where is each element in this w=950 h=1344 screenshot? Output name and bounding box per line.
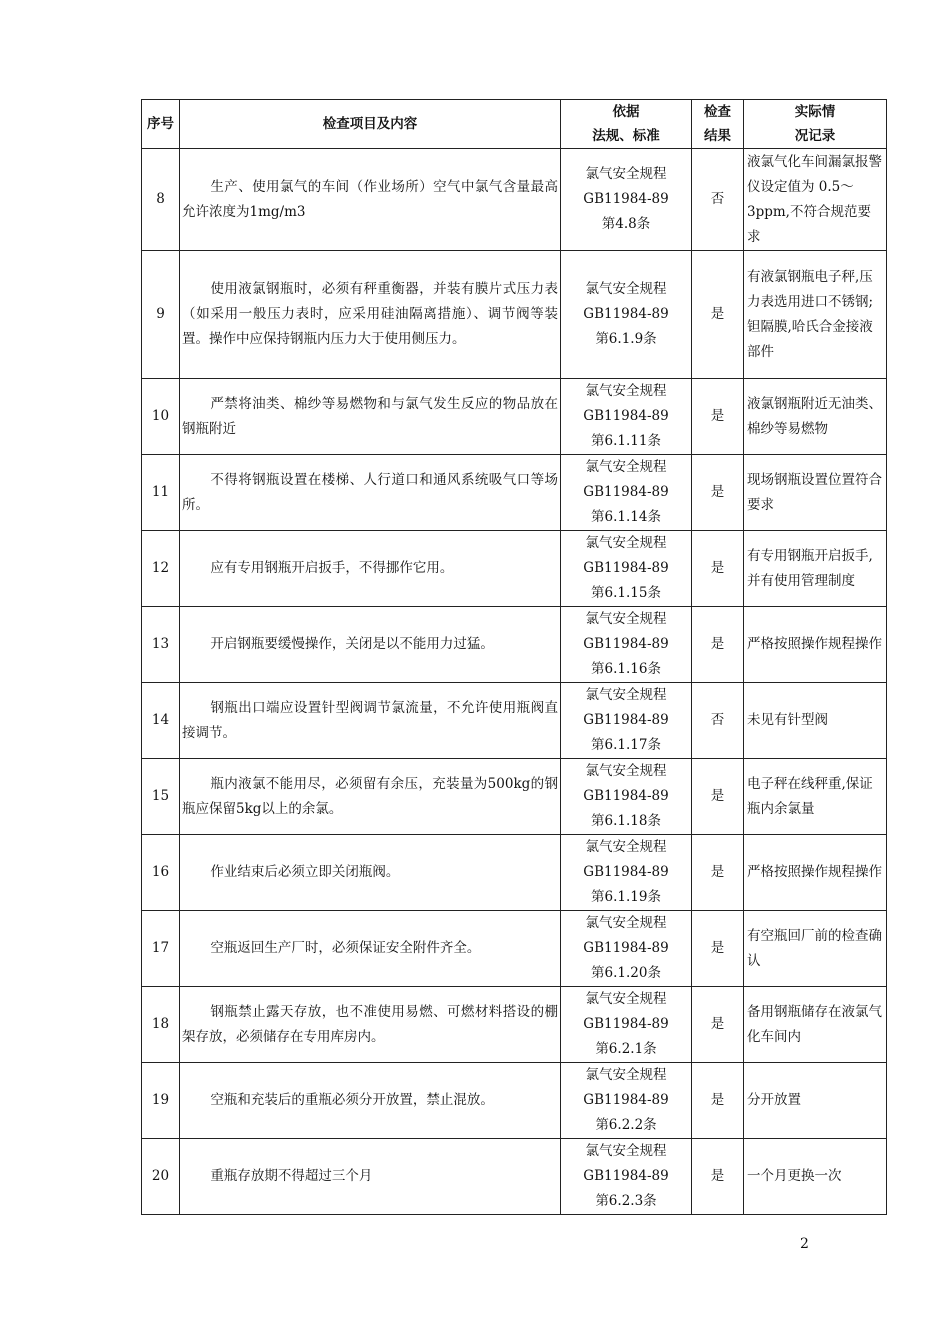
table-row (142, 835, 887, 911)
row-item-text: 空瓶返回生产厂时，必须保证安全附件齐全。 (210, 940, 481, 956)
basis-clause: 第6.1.11条 (591, 433, 661, 449)
basis-regulation: 氯气安全规程 (585, 1143, 667, 1159)
row-record: 有专用钢瓶开启扳手,并有使用管理制度 (744, 531, 887, 607)
row-result: 是 (692, 1139, 744, 1215)
row-no: 8 (142, 149, 180, 251)
table-header-row (142, 100, 887, 149)
row-record: 备用钢瓶储存在液氯气化车间内 (744, 987, 887, 1063)
row-record: 未见有针型阀 (744, 683, 887, 759)
basis-standard: GB11984-89 (583, 560, 669, 576)
row-no: 11 (142, 455, 180, 531)
basis-clause: 第6.1.19条 (591, 889, 661, 905)
row-item-text: 开启钢瓶要缓慢操作，关闭是以不能用力过猛。 (210, 636, 494, 652)
row-item-text: 钢瓶出口端应设置针型阀调节氯流量，不允许使用瓶阀直接调节。 (182, 699, 558, 741)
row-item-text: 生产、使用氯气的车间（作业场所）空气中氯气含量最高允许浓度为1mg/m3 (182, 178, 558, 220)
row-record: 现场钢瓶设置位置符合要求 (744, 455, 887, 531)
row-no: 9 (142, 251, 180, 379)
table-row (142, 531, 887, 607)
basis-regulation: 氯气安全规程 (585, 687, 667, 703)
row-result: 是 (692, 455, 744, 531)
row-record: 严格按照操作规程操作 (744, 607, 887, 683)
row-item-text: 钢瓶禁止露天存放，也不准使用易燃、可燃材料搭设的棚架存放，必须储存在专用库房内。 (182, 1003, 558, 1045)
basis-standard: GB11984-89 (583, 1016, 669, 1032)
table-row (142, 455, 887, 531)
row-result: 否 (692, 149, 744, 251)
row-record: 液氯钢瓶附近无油类、棉纱等易燃物 (744, 379, 887, 455)
basis-clause: 第6.1.16条 (591, 661, 661, 677)
row-result: 是 (692, 531, 744, 607)
row-basis (561, 251, 692, 379)
basis-regulation: 氯气安全规程 (585, 383, 667, 399)
basis-standard: GB11984-89 (583, 788, 669, 804)
row-basis (561, 911, 692, 987)
table-row (142, 1139, 887, 1215)
row-no: 15 (142, 759, 180, 835)
row-item (180, 1139, 561, 1215)
row-result: 是 (692, 251, 744, 379)
row-basis (561, 455, 692, 531)
row-record: 严格按照操作规程操作 (744, 835, 887, 911)
basis-regulation: 氯气安全规程 (585, 166, 667, 182)
basis-standard: GB11984-89 (583, 1092, 669, 1108)
row-no: 18 (142, 987, 180, 1063)
header-record (744, 100, 887, 149)
basis-clause: 第6.1.20条 (591, 965, 661, 981)
header-result-line2: 结果 (704, 128, 731, 144)
header-record-line2: 况记录 (794, 128, 836, 144)
row-item-text: 重瓶存放期不得超过三个月 (210, 1168, 373, 1184)
basis-clause: 第4.8条 (601, 216, 651, 232)
header-basis (561, 100, 692, 149)
header-item: 检查项目及内容 (180, 100, 561, 149)
row-basis (561, 1139, 692, 1215)
basis-clause: 第6.1.17条 (591, 737, 661, 753)
table-row (142, 607, 887, 683)
row-record: 液氯气化车间漏氯报警仪设定值为 0.5～3ppm,不符合规范要求 (744, 149, 887, 251)
row-item (180, 379, 561, 455)
basis-clause: 第6.2.3条 (595, 1193, 657, 1209)
basis-regulation: 氯气安全规程 (585, 281, 667, 297)
table-row (142, 1063, 887, 1139)
row-item-text: 不得将钢瓶设置在楼梯、人行道口和通风系统吸气口等场所。 (182, 471, 558, 513)
basis-standard: GB11984-89 (583, 484, 669, 500)
row-basis (561, 379, 692, 455)
table-row (142, 911, 887, 987)
row-result: 是 (692, 987, 744, 1063)
row-no: 12 (142, 531, 180, 607)
basis-clause: 第6.1.14条 (591, 509, 661, 525)
basis-clause: 第6.1.9条 (595, 331, 657, 347)
row-item (180, 911, 561, 987)
row-basis (561, 683, 692, 759)
inspection-table (141, 99, 887, 1215)
row-basis (561, 759, 692, 835)
row-item (180, 835, 561, 911)
row-item (180, 531, 561, 607)
row-record: 分开放置 (744, 1063, 887, 1139)
row-result: 是 (692, 379, 744, 455)
header-no: 序号 (142, 100, 180, 149)
row-item-text: 应有专用钢瓶开启扳手，不得挪作它用。 (210, 560, 454, 576)
table-row (142, 759, 887, 835)
basis-regulation: 氯气安全规程 (585, 611, 667, 627)
header-basis-line1: 依据 (612, 104, 640, 120)
row-record: 一个月更换一次 (744, 1139, 887, 1215)
row-item (180, 759, 561, 835)
basis-regulation: 氯气安全规程 (585, 763, 667, 779)
row-item (180, 607, 561, 683)
basis-regulation: 氯气安全规程 (585, 839, 667, 855)
row-item (180, 149, 561, 251)
header-record-line1: 实际情 (794, 104, 836, 120)
row-item-text: 严禁将油类、棉纱等易燃物和与氯气发生反应的物品放在钢瓶附近 (182, 395, 558, 437)
basis-clause: 第6.2.1条 (595, 1041, 657, 1057)
row-basis (561, 149, 692, 251)
row-basis (561, 1063, 692, 1139)
basis-clause: 第6.1.18条 (591, 813, 661, 829)
row-result: 是 (692, 607, 744, 683)
basis-standard: GB11984-89 (583, 306, 669, 322)
row-item (180, 251, 561, 379)
row-record: 有液氯钢瓶电子秤,压力表选用进口不锈钢;钽隔膜,哈氏合金接液部件 (744, 251, 887, 379)
basis-regulation: 氯气安全规程 (585, 1067, 667, 1083)
basis-standard: GB11984-89 (583, 864, 669, 880)
row-no: 14 (142, 683, 180, 759)
row-item (180, 987, 561, 1063)
row-item-text: 空瓶和充装后的重瓶必须分开放置，禁止混放。 (210, 1092, 494, 1108)
basis-regulation: 氯气安全规程 (585, 535, 667, 551)
row-item-text: 使用液氯钢瓶时，必须有秤重衡器，并装有膜片式压力表（如采用一般压力表时，应采用硅油隔离措施）、调节阀等装置。操作中应保持钢瓶内压力大于使用侧压力。 (182, 281, 558, 347)
page-number: 2 (800, 1236, 809, 1252)
row-no: 13 (142, 607, 180, 683)
basis-standard: GB11984-89 (583, 1168, 669, 1184)
row-basis (561, 835, 692, 911)
row-result: 是 (692, 1063, 744, 1139)
basis-standard: GB11984-89 (583, 940, 669, 956)
row-item-text: 瓶内液氯不能用尽，必须留有余压，充装量为500kg的钢瓶应保留5kg以上的余氯。 (182, 775, 558, 817)
basis-clause: 第6.1.15条 (591, 585, 661, 601)
row-basis (561, 607, 692, 683)
row-result: 否 (692, 683, 744, 759)
row-result: 是 (692, 835, 744, 911)
basis-regulation: 氯气安全规程 (585, 459, 667, 475)
basis-standard: GB11984-89 (583, 712, 669, 728)
header-basis-line2: 法规、标准 (592, 128, 660, 144)
basis-standard: GB11984-89 (583, 191, 669, 207)
basis-regulation: 氯气安全规程 (585, 915, 667, 931)
row-record: 有空瓶回厂前的检查确认 (744, 911, 887, 987)
row-no: 20 (142, 1139, 180, 1215)
row-no: 10 (142, 379, 180, 455)
row-no: 16 (142, 835, 180, 911)
row-record: 电子秤在线秤重,保证瓶内余氯量 (744, 759, 887, 835)
table-row (142, 379, 887, 455)
header-result (692, 100, 744, 149)
row-item (180, 455, 561, 531)
basis-standard: GB11984-89 (583, 408, 669, 424)
row-basis (561, 531, 692, 607)
row-no: 19 (142, 1063, 180, 1139)
table-row (142, 251, 887, 379)
row-item-text: 作业结束后必须立即关闭瓶阀。 (210, 864, 400, 880)
row-basis (561, 987, 692, 1063)
row-result: 是 (692, 911, 744, 987)
table-row (142, 149, 887, 251)
row-item (180, 1063, 561, 1139)
basis-regulation: 氯气安全规程 (585, 991, 667, 1007)
basis-clause: 第6.2.2条 (595, 1117, 657, 1133)
row-no: 17 (142, 911, 180, 987)
header-result-line1: 检查 (704, 104, 731, 120)
row-item (180, 683, 561, 759)
row-result: 是 (692, 759, 744, 835)
table-row (142, 987, 887, 1063)
basis-standard: GB11984-89 (583, 636, 669, 652)
table-row (142, 683, 887, 759)
